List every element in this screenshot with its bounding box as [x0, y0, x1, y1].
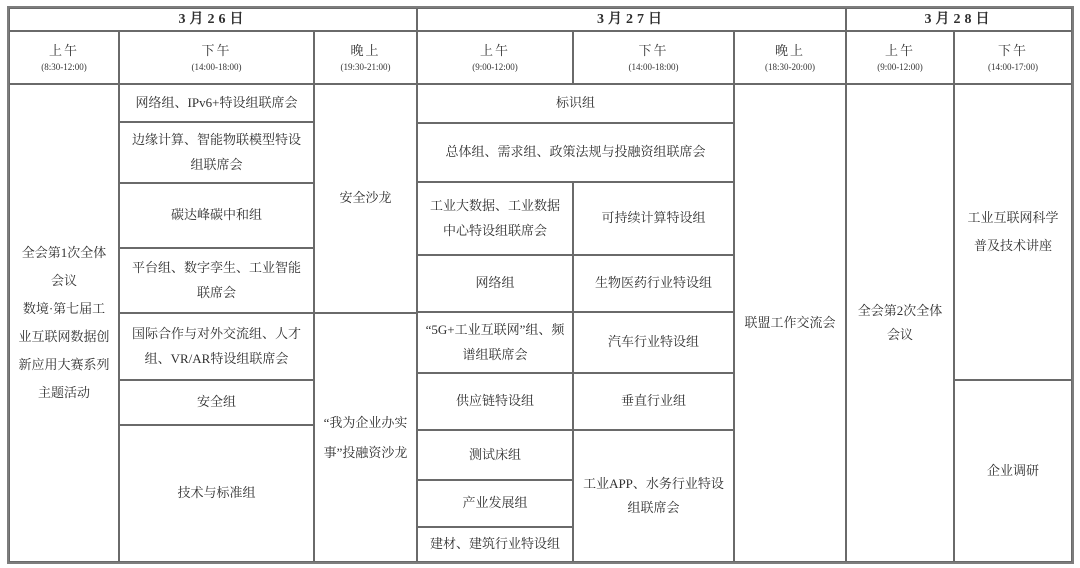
event-cell-science-lecture: 工业互联网科学普及技术讲座 [954, 84, 1072, 380]
event-line-plenary-1: 全会第1次全体会议 [21, 245, 107, 289]
event-cell-network-group: 网络组 [417, 255, 573, 312]
period-time: (18:30-20:00) [765, 62, 815, 73]
period-name: 上午 [48, 42, 79, 58]
event-cell-tech-standards: 技术与标准组 [119, 425, 314, 562]
event-cell-big-data-center: 工业大数据、工业数据中心特设组联席会 [417, 182, 573, 255]
period-time: (19:30-21:00) [340, 62, 391, 73]
period-time: (14:00-18:00) [191, 62, 242, 73]
event-cell-biomedicine: 生物医药行业特设组 [573, 255, 734, 312]
period-header-mar26-evening [314, 31, 417, 84]
day-header-mar28: 3月28日 [846, 8, 1072, 31]
event-cell-edge-computing: 边缘计算、智能物联模型特设组联席会 [119, 122, 314, 183]
event-cell-enterprise-research: 企业调研 [954, 380, 1072, 562]
event-cell-automotive: 汽车行业特设组 [573, 312, 734, 373]
period-header-mar27-morning [417, 31, 573, 84]
day-header-mar27: 3月27日 [417, 8, 846, 31]
period-header-mar27-afternoon [573, 31, 734, 84]
event-cell-mar26-morning [9, 84, 119, 562]
event-cell-identifier-group: 标识组 [417, 84, 734, 123]
period-header-mar28-afternoon [954, 31, 1072, 84]
event-cell-general-demand-policy: 总体组、需求组、政策法规与投融资组联席会 [417, 123, 734, 182]
period-name: 晚上 [774, 42, 805, 58]
event-cell-investment-salon: “我为企业办实事”投融资沙龙 [314, 313, 417, 562]
event-cell-sustainable-computing: 可持续计算特设组 [573, 182, 734, 255]
period-header-mar26-morning [9, 31, 119, 84]
period-header-mar28-morning [846, 31, 954, 84]
period-name: 下午 [201, 42, 232, 58]
event-line-data-contest: 数境·第七届工业互联网数据创新应用大赛系列主题活动 [18, 301, 110, 400]
event-cell-building-materials: 建材、建筑行业特设组 [417, 527, 573, 562]
event-cell-network-ipv6: 网络组、IPv6+特设组联席会 [119, 84, 314, 122]
event-cell-testbed: 测试床组 [417, 430, 573, 480]
period-time: (14:00-17:00) [988, 62, 1038, 73]
period-header-mar27-evening [734, 31, 846, 84]
event-cell-platform-digital-twin: 平台组、数字孪生、工业智能联席会 [119, 248, 314, 313]
conference-schedule-table [7, 6, 1074, 564]
event-cell-security-salon: 安全沙龙 [314, 84, 417, 313]
period-time: (14:00-18:00) [628, 62, 679, 73]
event-cell-alliance-exchange: 联盟工作交流会 [734, 84, 846, 562]
period-name: 上午 [479, 42, 510, 58]
event-cell-5g-spectrum: “5G+工业互联网”组、频谱组联席会 [417, 312, 573, 373]
event-cell-mar28-plenary: 全会第2次全体会议 [846, 84, 954, 562]
event-cell-supply-chain: 供应链特设组 [417, 373, 573, 430]
event-cell-carbon-peak: 碳达峰碳中和组 [119, 183, 314, 248]
period-time: (8:30-12:00) [41, 62, 87, 73]
period-name: 晚上 [350, 42, 381, 58]
period-name: 下午 [638, 42, 669, 58]
period-time: (9:00-12:00) [472, 62, 518, 73]
event-cell-vertical-industry: 垂直行业组 [573, 373, 734, 430]
period-name: 上午 [884, 42, 915, 58]
day-header-mar26: 3月26日 [9, 8, 417, 31]
event-cell-industry-development: 产业发展组 [417, 480, 573, 527]
period-header-mar26-afternoon [119, 31, 314, 84]
period-time: (9:00-12:00) [877, 62, 923, 73]
event-cell-intl-cooperation: 国际合作与对外交流组、人才组、VR/AR特设组联席会 [119, 313, 314, 380]
event-cell-industrial-app-water: 工业APP、水务行业特设组联席会 [573, 430, 734, 562]
period-name: 下午 [997, 42, 1028, 58]
event-cell-security-group: 安全组 [119, 380, 314, 425]
